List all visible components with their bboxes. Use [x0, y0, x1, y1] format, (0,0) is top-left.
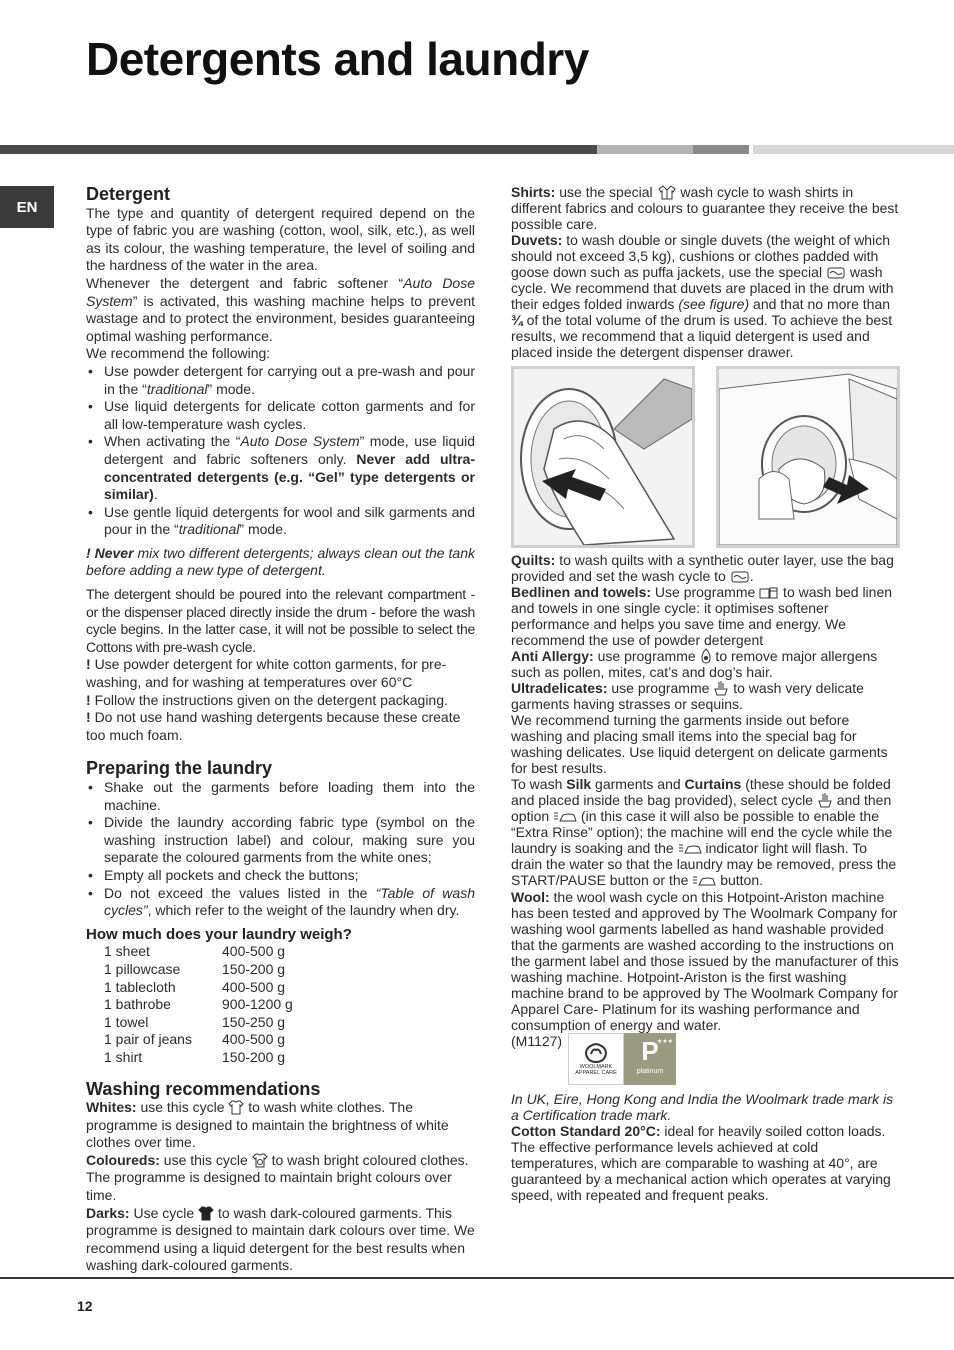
duvet-figure-left — [511, 366, 695, 548]
platinum-logo: ★★★ P platinum — [624, 1033, 676, 1085]
ultradelicates-icon — [713, 680, 729, 696]
warning-packaging: ! Follow the instructions given on the detergent packaging. — [86, 691, 448, 708]
whites-cycle-icon — [228, 1099, 244, 1115]
preparing-heading: Preparing the laundry — [86, 758, 273, 779]
list-item: • Use powder detergent for carrying out a pre-wash and pour in the “traditional” mode. — [86, 363, 475, 398]
duvet-loading-illustration — [514, 369, 692, 545]
detergent-list — [86, 363, 475, 539]
header-bar-dark-2 — [693, 145, 749, 154]
detergent-heading: Detergent — [86, 184, 171, 204]
anti-allergy-paragraph: Anti Allergy: use programme to remove major allergens such as pollen, mites, cat’s and dog’s hair. — [511, 647, 878, 680]
table-row: 1 towel 150-250 g — [104, 1013, 286, 1030]
page-number: 12 — [77, 1298, 93, 1314]
auto-dose-paragraph: Whenever the detergent and fabric softener “Auto Dose System” is activated, this washing machine helps to prevent wastage and to protect the environment, besides guaranteeing optimal washing performance. — [86, 274, 476, 344]
footer-divider — [0, 1277, 954, 1279]
duvet-loading-illustration — [719, 369, 897, 545]
cotton-standard-paragraph: Cotton Standard 20°C: ideal for heavily soiled cotton loads. The effective performance levels achieved at cold temperatures, which are comparable to washing at 40°, are guaranteed by a mechanical action which operates at varying speed, with repeated and frequent peaks. — [511, 1123, 891, 1204]
washing-heading: Washing recommendations — [86, 1078, 321, 1099]
iron-option-icon — [692, 874, 716, 888]
language-tab: EN — [0, 186, 54, 228]
silk-curtains-paragraph: To wash Silk garments and Curtains (these should be folded and placed inside the bag provided), select cycle and then option (in this case it will also be possible to enable the “Extra Rinse” option); the machine will end the cycle while the laundry is soaking and the indicator light will flash. To drain the water so that the laundry may be removed, press the START/PAUSE button or the button. — [511, 776, 897, 889]
warning-note: ! Never mix two different detergents; always clean out the tank before adding a new type of detergent. — [86, 544, 475, 579]
quilts-paragraph: Quilts: to wash quilts with a synthetic outer layer, use the bag provided and set the wash cycle to . — [511, 551, 894, 584]
coloureds-cycle-icon — [252, 1152, 268, 1168]
iron-option-icon — [678, 842, 702, 856]
table-row: 1 shirt 150-200 g — [104, 1048, 286, 1065]
right-column — [511, 184, 900, 1203]
darks-paragraph: Darks: Use cycle to wash dark-coloured garments. This programme is designed to maintain dark colours over time. We recommend using a liquid detergent for the best results when washing dark-coloured garments. — [86, 1204, 475, 1274]
dispenser-paragraph: The detergent should be poured into the relevant compartment - or the dispenser placed directly inside the drum - before the wash cycle begins. In the latter case, it will not be possible to select the Cottons with pre-wash cycle. — [86, 586, 475, 655]
duvets-paragraph: Duvets: to wash double or single duvets (the weight of which should not exceed 3,5 kg), cushions or clothes padded with goose down such as puffa jackets, use the special wash cycle. We recommend that duvets are placed in the drum with their edges folded inwards (see figure) and that no more than ¾ of the total volume of the drum is used. To achieve the best results, we recommend that a liquid detergent is used and placed inside the detergent dispenser drawer. — [511, 232, 894, 361]
anti-allergy-icon — [700, 648, 712, 664]
table-row: 1 tablecloth 400-500 g — [104, 978, 286, 995]
page-title: Detergents and laundry — [86, 33, 589, 85]
ultradelicates-advice: We recommend turning the garments inside out before washing and placing small items into the special bag for washing delicates. Use liquid detergent on delicate garments for best results. — [511, 711, 888, 777]
list-item: • Use liquid detergents for delicate cotton garments and for all low-temperature wash cycles. — [86, 398, 475, 433]
darks-cycle-icon — [198, 1205, 214, 1221]
duvet-figures — [511, 366, 900, 548]
woolmark-icon — [583, 1042, 609, 1064]
table-row: 1 bathrobe 900-1200 g — [104, 996, 293, 1013]
list-item: • When activating the “Auto Dose System” mode, use liquid detergent and fabric softeners only. Never add ultra-concentrated detergents (e.g. “Gel” type detergents or similar). — [86, 433, 475, 503]
duvet-cycle-icon — [826, 266, 846, 280]
list-item: • Shake out the garments before loading them into the machine. — [86, 779, 475, 814]
woolmark-logo: WOOLMARK APPAREL CARE — [568, 1033, 624, 1085]
shirts-cycle-icon — [657, 184, 677, 200]
shirts-paragraph: Shirts: use the special wash cycle to wash shirts in different fabrics and colours to guarantee they receive the best possible care. — [511, 184, 899, 233]
table-row: 1 pillowcase 150-200 g — [104, 960, 286, 977]
detergent-intro: The type and quantity of detergent required depend on the type of fabric you are washing (cotton, wool, silk, etc.), as well as its colour, the washing temperature, the level of soiling and the hardness of the water in the area. — [86, 204, 475, 274]
bedlinen-towels-icon — [759, 586, 779, 600]
recommend-line: We recommend the following: — [86, 345, 271, 362]
weigh-heading: How much does your laundry weigh? — [86, 925, 352, 943]
weight-table — [104, 943, 475, 1066]
header-bar-light — [753, 145, 954, 154]
list-item: • Do not exceed the values listed in the “Table of wash cycles”, which refer to the weight of the laundry when dry. — [86, 885, 475, 920]
left-column — [86, 186, 475, 1275]
whites-paragraph: Whites: use this cycle to wash white clothes. The programme is designed to maintain the brightness of white clothes over time. — [86, 1099, 449, 1151]
list-item: • Divide the laundry according fabric type (symbol on the washing instruction label) and colour, making sure you separate the coloured garments from the white ones; — [86, 814, 475, 867]
list-item: • Use gentle liquid detergents for wool and silk garments and pour in the “traditional” mode. — [86, 504, 475, 539]
coloureds-paragraph: Coloureds: use this cycle to wash bright coloured clothes. The programme is designed to maintain bright colours over time. — [86, 1151, 469, 1204]
warning-powder: ! Use powder detergent for white cotton garments, for pre-washing, and for washing at temperatures over 60°C — [86, 656, 447, 691]
header-bar-mid — [597, 145, 693, 154]
trademark-note: In UK, Eire, Hong Kong and India the Woolmark trade mark is a Certification trade mark. — [511, 1090, 894, 1123]
list-item: • Empty all pockets and check the buttons; — [86, 867, 475, 885]
duvet-figure-right — [716, 366, 900, 548]
wool-paragraph: Wool: the wool wash cycle on this Hotpoint-Ariston machine has been tested and approved by The Woolmark Company for washing wool garments labelled as hand washable provided that the garments are washed according to the instructions on the garment label and those issued by the manufacturer of this washing machine. Hotpoint-Ariston is the first washing machine brand to be approved by The Woolmark Company for Apparel Care- Platinum for its washing performance and consumption of energy and water. (M1127) WOOLMARK APPAREL CARE ★★★ P platinum — [511, 889, 900, 1085]
certification-logos — [568, 1033, 676, 1085]
table-row: 1 sheet 400-500 g — [104, 943, 286, 960]
warning-hand-wash: ! Do not use hand washing detergents because these create too much foam. — [86, 709, 461, 743]
ultradelicates-paragraph: Ultradelicates: use programme to wash very delicate garments having strasses or sequins. — [511, 679, 864, 712]
table-row: 1 pair of jeans 400-500 g — [104, 1031, 286, 1048]
iron-option-icon — [553, 810, 577, 824]
duvet-cycle-icon — [730, 570, 750, 584]
bedlinen-paragraph: Bedlinen and towels: Use programme to wash bed linen and towels in one single cycle: it optimises softener performance and helps you save time and energy. We recommend the use of powder detergent — [511, 583, 893, 648]
ultradelicates-icon — [817, 792, 833, 808]
header-bar-dark — [0, 145, 597, 154]
preparing-list — [86, 779, 475, 920]
